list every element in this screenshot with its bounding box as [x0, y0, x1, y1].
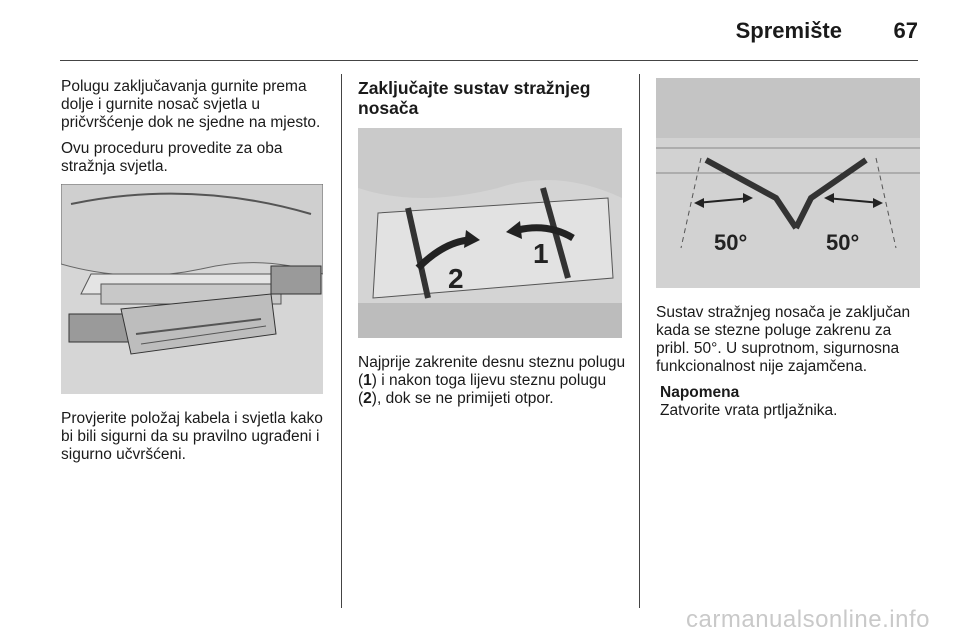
text-run: Najprije zakrenite desnu steznu polugu (	[358, 354, 626, 389]
bold-ref: 2	[363, 390, 372, 407]
watermark: carmanualsonline.info	[686, 606, 930, 633]
lever-angle-figure	[656, 78, 920, 288]
section-title: Spremište	[735, 18, 842, 43]
text-run: ), dok se ne primijeti otpor.	[371, 390, 554, 407]
figure-label-2: 2	[448, 263, 464, 294]
angle-label-right: 50°	[826, 230, 860, 255]
lever-rotation-figure	[358, 128, 622, 338]
column-3	[656, 78, 926, 420]
column-divider	[639, 74, 640, 608]
bold-ref: 1	[363, 372, 372, 389]
paragraph: Provjerite položaj kabela i svjetla kako bi bili sigurni da su pravilno ugrađeni i sigurno učvršćeni.	[61, 410, 323, 463]
paragraph	[358, 354, 628, 408]
rear-carrier-light-figure	[61, 184, 323, 394]
column-2	[358, 78, 628, 416]
paragraph: Sustav stražnjeg nosača je zaključan kada se stezne poluge zakrenu za pribl. 50°. U suprotnom, sigurnosna funkcionalnost nije zajamčena.	[656, 304, 911, 375]
note-body: Zatvorite vrata prtljažnika.	[660, 402, 838, 419]
text-run: ) i nakon toga lijevu steznu polugu (	[358, 372, 607, 407]
page-header	[0, 0, 960, 62]
paragraph: Ovu proceduru provedite za oba stražnja svjetla.	[61, 140, 283, 175]
column-1	[61, 78, 329, 472]
figure-label-1: 1	[533, 238, 549, 269]
angle-label-left: 50°	[714, 230, 748, 255]
note-heading: Napomena	[660, 384, 740, 401]
page-number: 67	[893, 18, 918, 43]
paragraph: Polugu zaključavanja gurnite prema dolje i gurnite nosač svjetla u pričvršćenje dok ne sjedne na mjesto.	[61, 78, 321, 131]
section-heading: Zaključajte sustav stražnjeg nosača	[358, 78, 591, 118]
column-divider	[341, 74, 342, 608]
header-rule	[60, 60, 918, 61]
